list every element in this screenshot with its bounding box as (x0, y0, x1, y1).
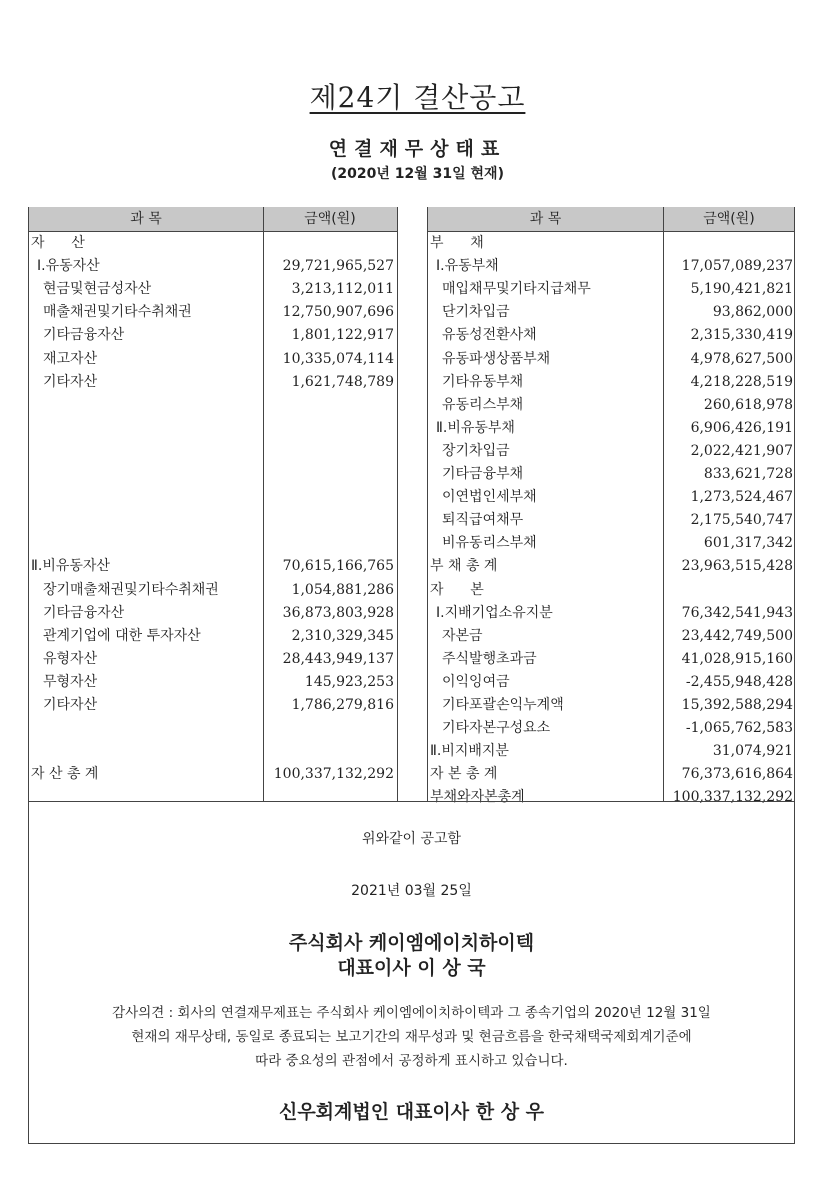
row-amount: 76,342,541,943 (681, 604, 793, 621)
row-amount: 2,022,421,907 (690, 442, 793, 459)
row-label: 재고자산 (43, 350, 98, 367)
row-label: 이연법인세부채 (442, 489, 537, 506)
table-row (29, 648, 397, 671)
liabilities-col-item: 과 목 (529, 211, 562, 227)
table-row (29, 694, 397, 717)
table-row (428, 602, 794, 625)
table-row (428, 324, 794, 347)
row-amount: 145,923,253 (304, 673, 394, 690)
row-label: 무형자산 (43, 673, 98, 690)
notice-date: 2021년 03월 25일 (351, 883, 472, 899)
table-row (29, 394, 397, 417)
table-row (428, 486, 794, 509)
table-row (428, 532, 794, 555)
assets-col-amount: 금액(원) (304, 211, 356, 227)
table-row (29, 717, 397, 740)
table-row (428, 648, 794, 671)
row-label: 장기차입금 (442, 442, 510, 459)
table-row (29, 625, 397, 648)
row-label: 기타자산 (43, 373, 98, 390)
table-row (428, 394, 794, 417)
row-amount: 2,310,329,345 (291, 627, 394, 644)
row-label: 기타금융자산 (43, 327, 125, 344)
row-amount: 2,175,540,747 (690, 512, 793, 529)
audit-opinion-line: 따라 중요성의 관점에서 공정하게 표시하고 있습니다. (255, 1053, 568, 1069)
table-row (29, 509, 397, 532)
row-amount: 601,317,342 (703, 535, 793, 552)
row-amount: 31,074,921 (712, 743, 793, 760)
audit-opinion-line: 감사의견 : 회사의 연결재무제표는 주식회사 케이엠에이치하이텍과 그 종속기업의 2020년 12월 31일 (112, 1005, 711, 1021)
table-row (29, 671, 397, 694)
row-label: 부 채 총 계 (430, 558, 498, 575)
table-row (29, 371, 397, 394)
notice-text: 위와같이 공고함 (361, 831, 462, 847)
table-row (29, 579, 397, 602)
liabilities-header (428, 207, 794, 232)
row-label: 이익잉여금 (442, 673, 510, 690)
table-row (428, 255, 794, 278)
row-label: 자 본 (430, 581, 484, 598)
row-label: Ⅰ.지배기업소유지분 (436, 604, 553, 621)
table-row (29, 232, 397, 255)
row-label: 기타금융부채 (442, 466, 524, 482)
table-row (428, 555, 794, 578)
row-label: 기타자산 (43, 697, 98, 713)
table-row (29, 278, 397, 301)
row-amount: 833,621,728 (703, 466, 793, 482)
row-label: 퇴직급여채무 (442, 512, 524, 529)
row-label: 비유동리스부채 (442, 535, 537, 552)
liabilities-col-amount: 금액(원) (703, 211, 755, 227)
row-amount: 15,392,588,294 (681, 697, 793, 713)
table-row (29, 255, 397, 278)
table-row (29, 532, 397, 555)
row-label: 매입채무및기타지급채무 (442, 281, 591, 298)
announcement-title (0, 76, 835, 116)
row-amount: 3,213,112,011 (291, 281, 394, 298)
table-row (428, 440, 794, 463)
row-label: 기타자본구성요소 (442, 720, 551, 737)
row-label: Ⅱ.비유동자산 (31, 558, 110, 575)
row-label: 단기차입금 (442, 304, 510, 321)
row-amount: 1,054,881,286 (291, 581, 394, 598)
row-amount: 41,028,915,160 (681, 650, 793, 667)
table-row (428, 417, 794, 440)
table-row (428, 371, 794, 394)
table-row (29, 486, 397, 509)
row-amount: 100,337,132,292 (672, 789, 793, 806)
row-label: Ⅰ.유동부채 (436, 258, 499, 275)
row-label: 유형자산 (43, 650, 98, 667)
row-amount: 29,721,965,527 (282, 258, 394, 275)
table-row (428, 278, 794, 301)
table-row (29, 417, 397, 440)
as-of-date: (2020년 12월 31일 현재) (331, 166, 504, 182)
row-amount: 93,862,000 (712, 304, 793, 321)
row-label: Ⅱ.비지배지분 (430, 743, 509, 760)
row-label: 매출채권및기타수취채권 (43, 304, 192, 321)
announcement-title-text: 제24기 결산공고 (309, 81, 526, 114)
company-name: 주식회사 케이엠에이치하이텍 (288, 932, 535, 954)
row-label: 부 채 (430, 235, 484, 251)
row-amount: 17,057,089,237 (681, 258, 793, 275)
panel-gap (398, 207, 427, 802)
table-row (428, 763, 794, 786)
row-label: 관계기업에 대한 투자자산 (43, 627, 201, 644)
row-amount: 12,750,907,696 (282, 304, 394, 321)
table-row (29, 602, 397, 625)
table-row (428, 671, 794, 694)
row-amount: 100,337,132,292 (273, 766, 394, 783)
assets-col-item: 과 목 (130, 211, 162, 227)
row-label: 기타금융자산 (43, 604, 125, 621)
row-amount: 260,618,978 (703, 396, 793, 413)
table-row (29, 763, 397, 786)
row-amount: 1,801,122,917 (291, 327, 394, 344)
table-row (428, 509, 794, 532)
table-row (428, 232, 794, 255)
table-row (428, 579, 794, 602)
table-row (29, 463, 397, 486)
row-label: 자 본 총 계 (430, 766, 498, 783)
row-amount: 1,621,748,789 (291, 373, 394, 390)
row-label: 기타포괄손익누계액 (442, 697, 564, 713)
table-row (428, 694, 794, 717)
row-label: 현금및현금성자산 (43, 281, 152, 298)
table-row (29, 555, 397, 578)
row-label: 자 산 (31, 235, 85, 251)
table-row (29, 440, 397, 463)
row-amount: 36,873,803,928 (282, 604, 394, 621)
table-row (428, 717, 794, 740)
row-label: 자본금 (442, 627, 483, 644)
row-amount: 2,315,330,419 (690, 327, 793, 344)
audit-opinion-line: 현재의 재무상태, 동일로 종료되는 보고기간의 재무성과 및 현금흐름을 한국채택국제회계기준에 (131, 1029, 692, 1045)
row-label: 주식발행초과금 (442, 650, 537, 667)
row-amount: 1,273,524,467 (690, 489, 793, 506)
table-bottom-rule (28, 801, 795, 802)
table-row (428, 786, 794, 809)
row-label: 장기매출채권및기타수취채권 (43, 581, 219, 598)
table-row (428, 625, 794, 648)
row-label: 기타유동부채 (442, 373, 524, 390)
table-row (29, 740, 397, 763)
row-amount: 4,978,627,500 (690, 350, 793, 367)
table-row (428, 348, 794, 371)
row-amount: -2,455,948,428 (685, 673, 793, 690)
table-row (29, 301, 397, 324)
row-amount: 23,442,749,500 (681, 627, 793, 644)
row-amount: -1,065,762,583 (685, 720, 793, 737)
row-amount: 1,786,279,816 (291, 697, 394, 713)
row-label: Ⅰ.유동자산 (37, 258, 100, 275)
row-label: Ⅱ.비유동부채 (436, 419, 515, 436)
row-amount: 6,906,426,191 (690, 419, 793, 436)
table-row (29, 348, 397, 371)
row-amount: 4,218,228,519 (690, 373, 793, 390)
table-row (29, 324, 397, 347)
audit-opinion (28, 1001, 795, 1073)
table-row (428, 301, 794, 324)
row-label: 부채와자본총계 (430, 789, 525, 806)
row-amount: 76,373,616,864 (681, 766, 793, 783)
row-amount: 10,335,074,114 (282, 350, 394, 367)
row-label: 유동리스부채 (442, 396, 524, 413)
table-row (428, 463, 794, 486)
table-row (428, 740, 794, 763)
liabilities-equity-panel (427, 207, 795, 806)
row-amount: 23,963,515,428 (681, 558, 793, 575)
assets-header (29, 207, 397, 232)
row-label: 유동파생상품부채 (442, 350, 551, 367)
row-label: 자 산 총 계 (31, 766, 99, 783)
assets-panel (28, 207, 398, 802)
row-amount: 5,190,421,821 (690, 281, 793, 298)
row-amount: 28,443,949,137 (282, 650, 394, 667)
statement-title: 연결재무상태표 (328, 138, 507, 160)
row-amount: 70,615,166,765 (282, 558, 394, 575)
auditor-name: 신우회계법인 대표이사 한 상 우 (278, 1101, 545, 1123)
row-label: 유동성전환사채 (442, 327, 537, 344)
ceo-name: 대표이사 이 상 국 (337, 957, 486, 979)
